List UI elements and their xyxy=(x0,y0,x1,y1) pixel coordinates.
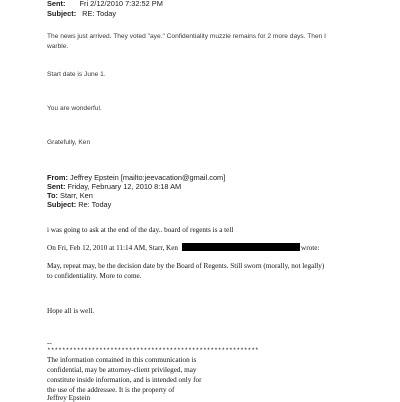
quote-line-3: Hope all is well. xyxy=(47,307,95,315)
fwd-from-label: From: xyxy=(47,173,68,182)
fwd-subject-label: Subject: xyxy=(47,200,77,209)
subject-row xyxy=(47,9,116,18)
quote-line-2: to confidentiality. More to come. xyxy=(47,272,142,280)
disclaimer-line-1: The information contained in this communication is xyxy=(47,356,197,364)
disclaimer-line-2: confidential, may be attorney-client privileged, may xyxy=(47,366,197,374)
fwd-subject-row xyxy=(47,200,111,209)
sent-row xyxy=(47,0,163,8)
disclaimer-line-3: constitute inside information, and is intended only for xyxy=(47,376,202,384)
fwd-to-value: Starr, Ken xyxy=(60,191,93,200)
fwd-from-value: Jeffrey Epstein [mailto:jeevacation@gmail.com] xyxy=(70,173,226,182)
fwd-from-row xyxy=(47,173,225,182)
reply-signature: Gratefully, Ken xyxy=(47,139,91,146)
fwd-sent-row xyxy=(47,182,181,191)
quote-line-1: May, repeat may, be the decision date by the Board of Regents. Still sworn (morally, not legally) xyxy=(47,262,325,270)
fwd-body-line-1: i was going to ask at the end of the day.. board of regents is a tell xyxy=(47,226,234,234)
fwd-sent-label: Sent: xyxy=(47,182,66,191)
fwd-to-label: To: xyxy=(47,191,58,200)
quote-intro xyxy=(47,243,319,252)
stars-divider: ********************************************************* xyxy=(47,347,259,354)
subject-value: RE: Today xyxy=(82,9,117,18)
redaction-bar xyxy=(182,243,300,251)
sent-value: Fri 2/12/2010 7:32:52 PM xyxy=(79,0,163,8)
quote-intro-text: On Fri, Feb 12, 2010 at 11:14 AM, Starr, Ken xyxy=(47,244,179,252)
sent-label: Sent: xyxy=(47,0,66,8)
reply-line-2: warble. xyxy=(47,43,69,50)
fwd-to-row xyxy=(47,191,93,200)
reply-line-3: Start date is June 1. xyxy=(47,71,106,78)
reply-line-4: You are wonderful. xyxy=(47,105,102,112)
signature-dashes: -- xyxy=(47,339,52,347)
fwd-subject-value: Re: Today xyxy=(78,200,112,209)
reply-line-1: The news just arrived. They voted "aye." Confidentiality muzzle remains for 2 more days. Then I xyxy=(47,33,326,40)
subject-label: Subject: xyxy=(47,9,77,18)
disclaimer-line-5: Jeffrey Epstein xyxy=(47,394,91,402)
disclaimer-line-4: the use of the addressee. It is the property of xyxy=(47,386,175,394)
fwd-sent-value: Friday, February 12, 2010 8:18 AM xyxy=(67,182,182,191)
quote-intro-wrote: wrote: xyxy=(301,244,320,252)
